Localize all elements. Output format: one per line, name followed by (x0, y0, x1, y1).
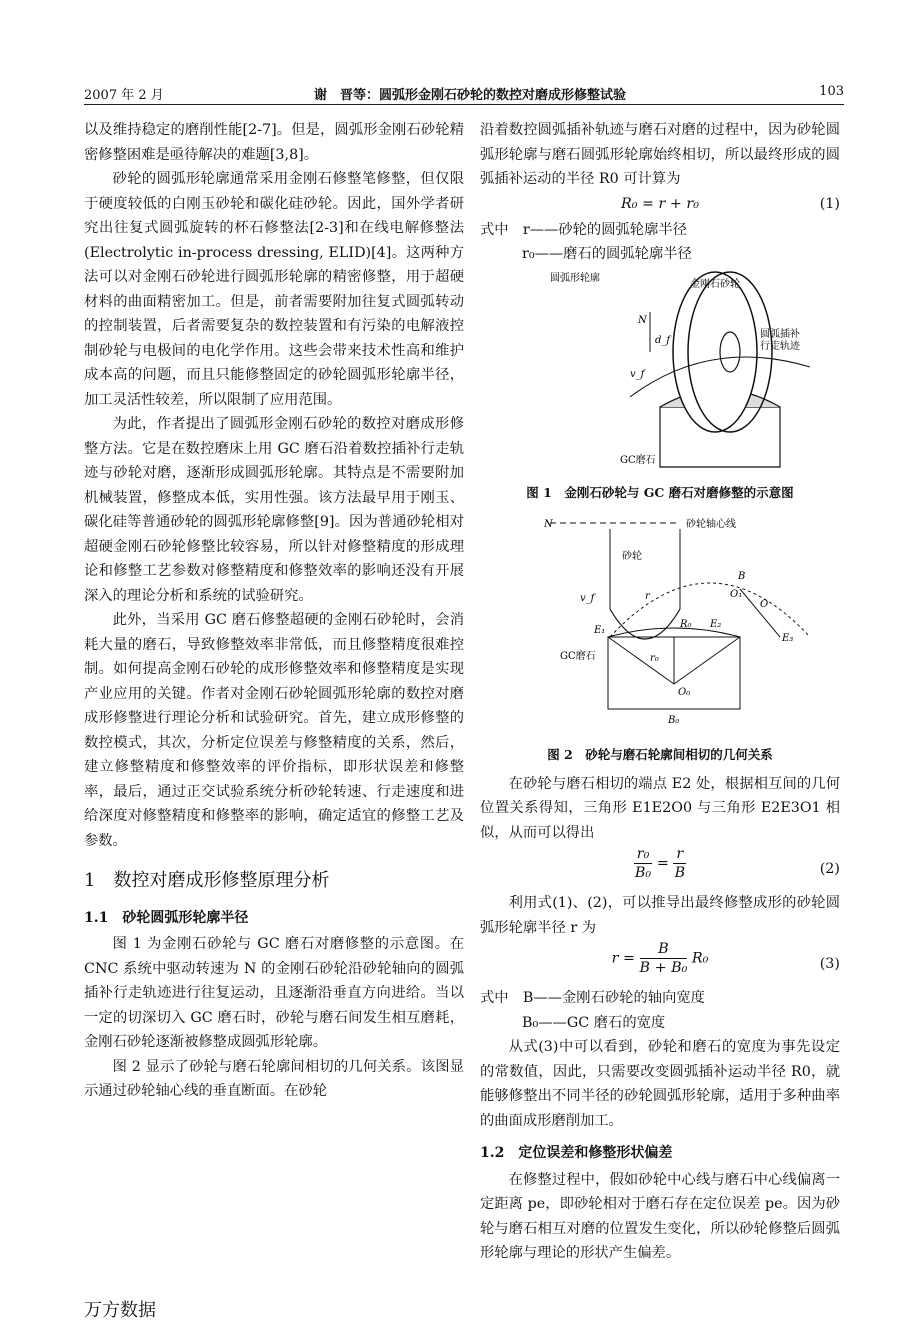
page-number: 103 (819, 84, 844, 99)
paragraph: 利用式(1)、(2)，可以推导出最终修整成形的砂轮圆弧形轮廓半径 r 为 (480, 895, 840, 936)
eq3-fraction (640, 940, 688, 977)
paragraph: 从式(3)中可以看到，砂轮和磨石的宽度为事先设定的常数值，因此，只需要改变圆弧插补运动半径 R0，就能够修整出不同半径的砂轮圆弧形轮廓，适用于多种曲率的曲面成形磨削加工。 (480, 1039, 840, 1129)
where-clause: 式中 r——砂轮的圆弧轮廓半径 (480, 221, 687, 238)
figure-2-diagram (510, 509, 810, 739)
label-path-2: 行走轨迹 (760, 340, 800, 352)
label-E3: E₃ (782, 633, 794, 644)
where-clause: B₀——GC 磨石的宽度 (522, 1014, 666, 1031)
eq2-lhs-fraction (634, 845, 653, 882)
paragraph: 图 1 为金刚石砂轮与 GC 磨石对磨修整的示意图。在 CNC 系统中驱动转速为 N 的金刚石砂轮沿砂轮轴向的圆弧插补行走轨迹进行往复运动，且逐渐沿垂直方向进给。当以一定的切深切入 GC 磨石时，砂轮与磨石间发生相互磨耗，金刚石砂轮逐渐被修整成圆弧形轮廓。 (84, 936, 464, 1050)
footer-watermark: 万方数据 (84, 1300, 156, 1321)
label-E1: E₁ (594, 625, 606, 636)
label-O: O (760, 599, 769, 610)
eq2-rhs-den: B (674, 865, 686, 881)
label-r: r (645, 591, 650, 602)
section-heading: 1 数控对磨成形修整原理分析 (84, 870, 330, 891)
label-O0: O₀ (678, 687, 691, 698)
right-column (480, 118, 840, 1266)
header-title: 谢 晋等：圆弧形金刚石砂轮的数控对磨成形修整试验 (314, 88, 627, 103)
label-stone: GC磨石 (620, 454, 656, 466)
figure-2-caption: 图 2 砂轮与磨石轮廓间相切的几何关系 (547, 747, 773, 762)
label-vf: v_f (580, 593, 595, 604)
label-wheel: 砂轮 (622, 551, 642, 562)
label-N: N (638, 314, 647, 326)
paragraph: 为此，作者提出了圆弧形金刚石砂轮的数控对磨成形修整方法。它是在数控磨床上用 GC 磨石沿着数控插补行走轨迹与砂轮对磨，逐渐形成圆弧形轮廓。其特点是不需要附加机械装置，修整成本低，实用性强。该方法最早用于刚玉、碳化硅等普通砂轮的圆弧形轮廓修整[9]。因为普通砂轮相对超硬金刚石砂轮修整比较容易，所以针对修整精度的形成理论和修整工艺参数对修整精度和修整效率的影响还没有开展深入的理论分析和系统的试验研究。 (84, 416, 464, 604)
header-date: 2007 年 2 月 (84, 88, 164, 103)
eq2-rhs-num: r (673, 845, 686, 864)
left-column (84, 118, 464, 1104)
label-B: B (738, 571, 746, 582)
label-vf: v_f (630, 368, 645, 380)
label-B0: B₀ (668, 715, 680, 726)
running-header (84, 82, 844, 105)
equation-1 (480, 192, 840, 218)
eq3-den: B + B₀ (639, 960, 688, 976)
label-stone: GC磨石 (560, 651, 596, 662)
wheel-arc (610, 609, 680, 639)
subsection-heading: 1.2 定位误差和修整形状偏差 (480, 1145, 673, 1161)
figure-1-diagram (510, 267, 810, 477)
paragraph: 在砂轮与磨石相切的端点 E2 处，根据相互间的几何位置关系得知，三角形 E1E2O0 与三角形 E2E3O1 相似，从而可以得出 (480, 775, 840, 841)
where-clause: 式中 B——金刚石砂轮的轴向宽度 (480, 990, 705, 1006)
equation-1-body: R₀ = r + r₀ (620, 195, 700, 212)
label-path-1: 圆弧插补 (760, 328, 800, 340)
diamond-wheel-rim (673, 272, 757, 432)
paragraph: 此外，当采用 GC 磨石修整超硬的金刚石砂轮时，会消耗大量的磨石，导致修整效率非常低，而且修整精度很难控制。如何提高金刚石砂轮的成形修整效率和修整精度是实现产业应用的关键。作者对金刚石砂轮圆弧形轮廓的数控对磨成形修整进行理论分析和试验研究。首先，建立成形修整的数控模式，其次，分析定位误差与修整精度的关系，然后，建立修整精度和修整效率的评价指标，即形状误差和修整率，最后，通过正交试验系统分析砂轮转速、行走速度和进给深度对修整精度和修整率的影响，确定适宜的修整工艺及参数。 (84, 612, 464, 849)
label-O1: O₁ (730, 589, 743, 600)
eq2-rhs-fraction (673, 845, 686, 882)
paragraph: 在修整过程中，假如砂轮中心线与磨石中心线偏离一定距离 pe，即砂轮相对于磨石存在定位误差 pe。因为砂轮与磨石相互对磨的位置发生变化，所以砂轮修整后圆弧形轮廓与理论的形状产生偏差。 (480, 1171, 840, 1261)
equation-2: $\frac{\text{r₀}}{\text{B₀}}$ = $\frac{r}{B}$ (2) (634, 846, 840, 881)
equation-3-number: (3) (819, 956, 840, 972)
paragraph: 沿着数控圆弧插补轨迹与磨石对磨的过程中，因为砂轮圆弧形轮廓与磨石圆弧形轮廓始终相切，所以最终形成的圆弧插补运动的半径 R0 可计算为 (480, 122, 840, 187)
eq2-lhs-num: r₀ (634, 845, 653, 864)
where-clause: r₀——磨石的圆弧轮廓半径 (522, 246, 692, 262)
label-df: d_f (655, 334, 671, 346)
eq2-lhs-den: B₀ (634, 865, 652, 881)
label-N: N (544, 519, 553, 530)
equation-2-number: (2) (819, 861, 840, 877)
label-profile: 圆弧形轮廓 (550, 272, 600, 284)
line-O0-E1 (608, 637, 674, 684)
equation-3 (480, 940, 840, 986)
eq3-lhs: r = (611, 950, 635, 967)
paragraph: 砂轮的圆弧形轮廓通常采用金刚石修整笔修整，但仅限于硬度较低的白刚玉砂轮和碳化硅砂轮。因此，国外学者研究出往复式圆弧旋转的杯石修整法[2-3]和在线电解修整法(Electrolytic in-process dressing, ELID)[4]。这两种方法可以对金刚石砂轮进行圆弧形轮廓的精密修整，用于超硬材料的曲面精密加工。但是，前者需要附加往复式圆弧转动的控制装置，后者需要复杂的数控装置和有污染的电解液控制砂轮与电极间的电化学作用。这些会带来技术性高和维护成本高的问题，而且只能修整固定的砂轮圆弧形轮廓半径，加工灵活性较差，所以限制了应用范围。 (84, 171, 464, 408)
label-r0: r₀ (650, 653, 659, 664)
paragraph: 图 2 显示了砂轮与磨石轮廓间相切的几何关系。该图显示通过砂轮轴心线的垂直断面。在砂轮 (84, 1058, 464, 1099)
line-O0-E2 (674, 637, 740, 684)
wheel-hub (720, 332, 740, 372)
label-axis: 砂轮轴心线 (686, 519, 736, 530)
paragraph: 以及维持稳定的磨削性能[2-7]。但是，圆弧形金刚石砂轮精密修整困难是亟待解决的难题[3,8]。 (84, 122, 464, 163)
subsection-heading: 1.1 砂轮圆弧形轮廓半径 (84, 909, 249, 926)
figure-1-caption: 图 1 金刚石砂轮与 GC 磨石对磨修整的示意图 (526, 484, 794, 500)
label-wheel: 金刚石砂轮 (690, 278, 740, 290)
label-R0: R₀ (680, 619, 692, 630)
equation-1-number: (1) (819, 195, 840, 212)
eq3-num: B (640, 940, 688, 959)
eq3-rhs: R₀ (691, 950, 709, 967)
label-E2: E₂ (710, 619, 722, 630)
